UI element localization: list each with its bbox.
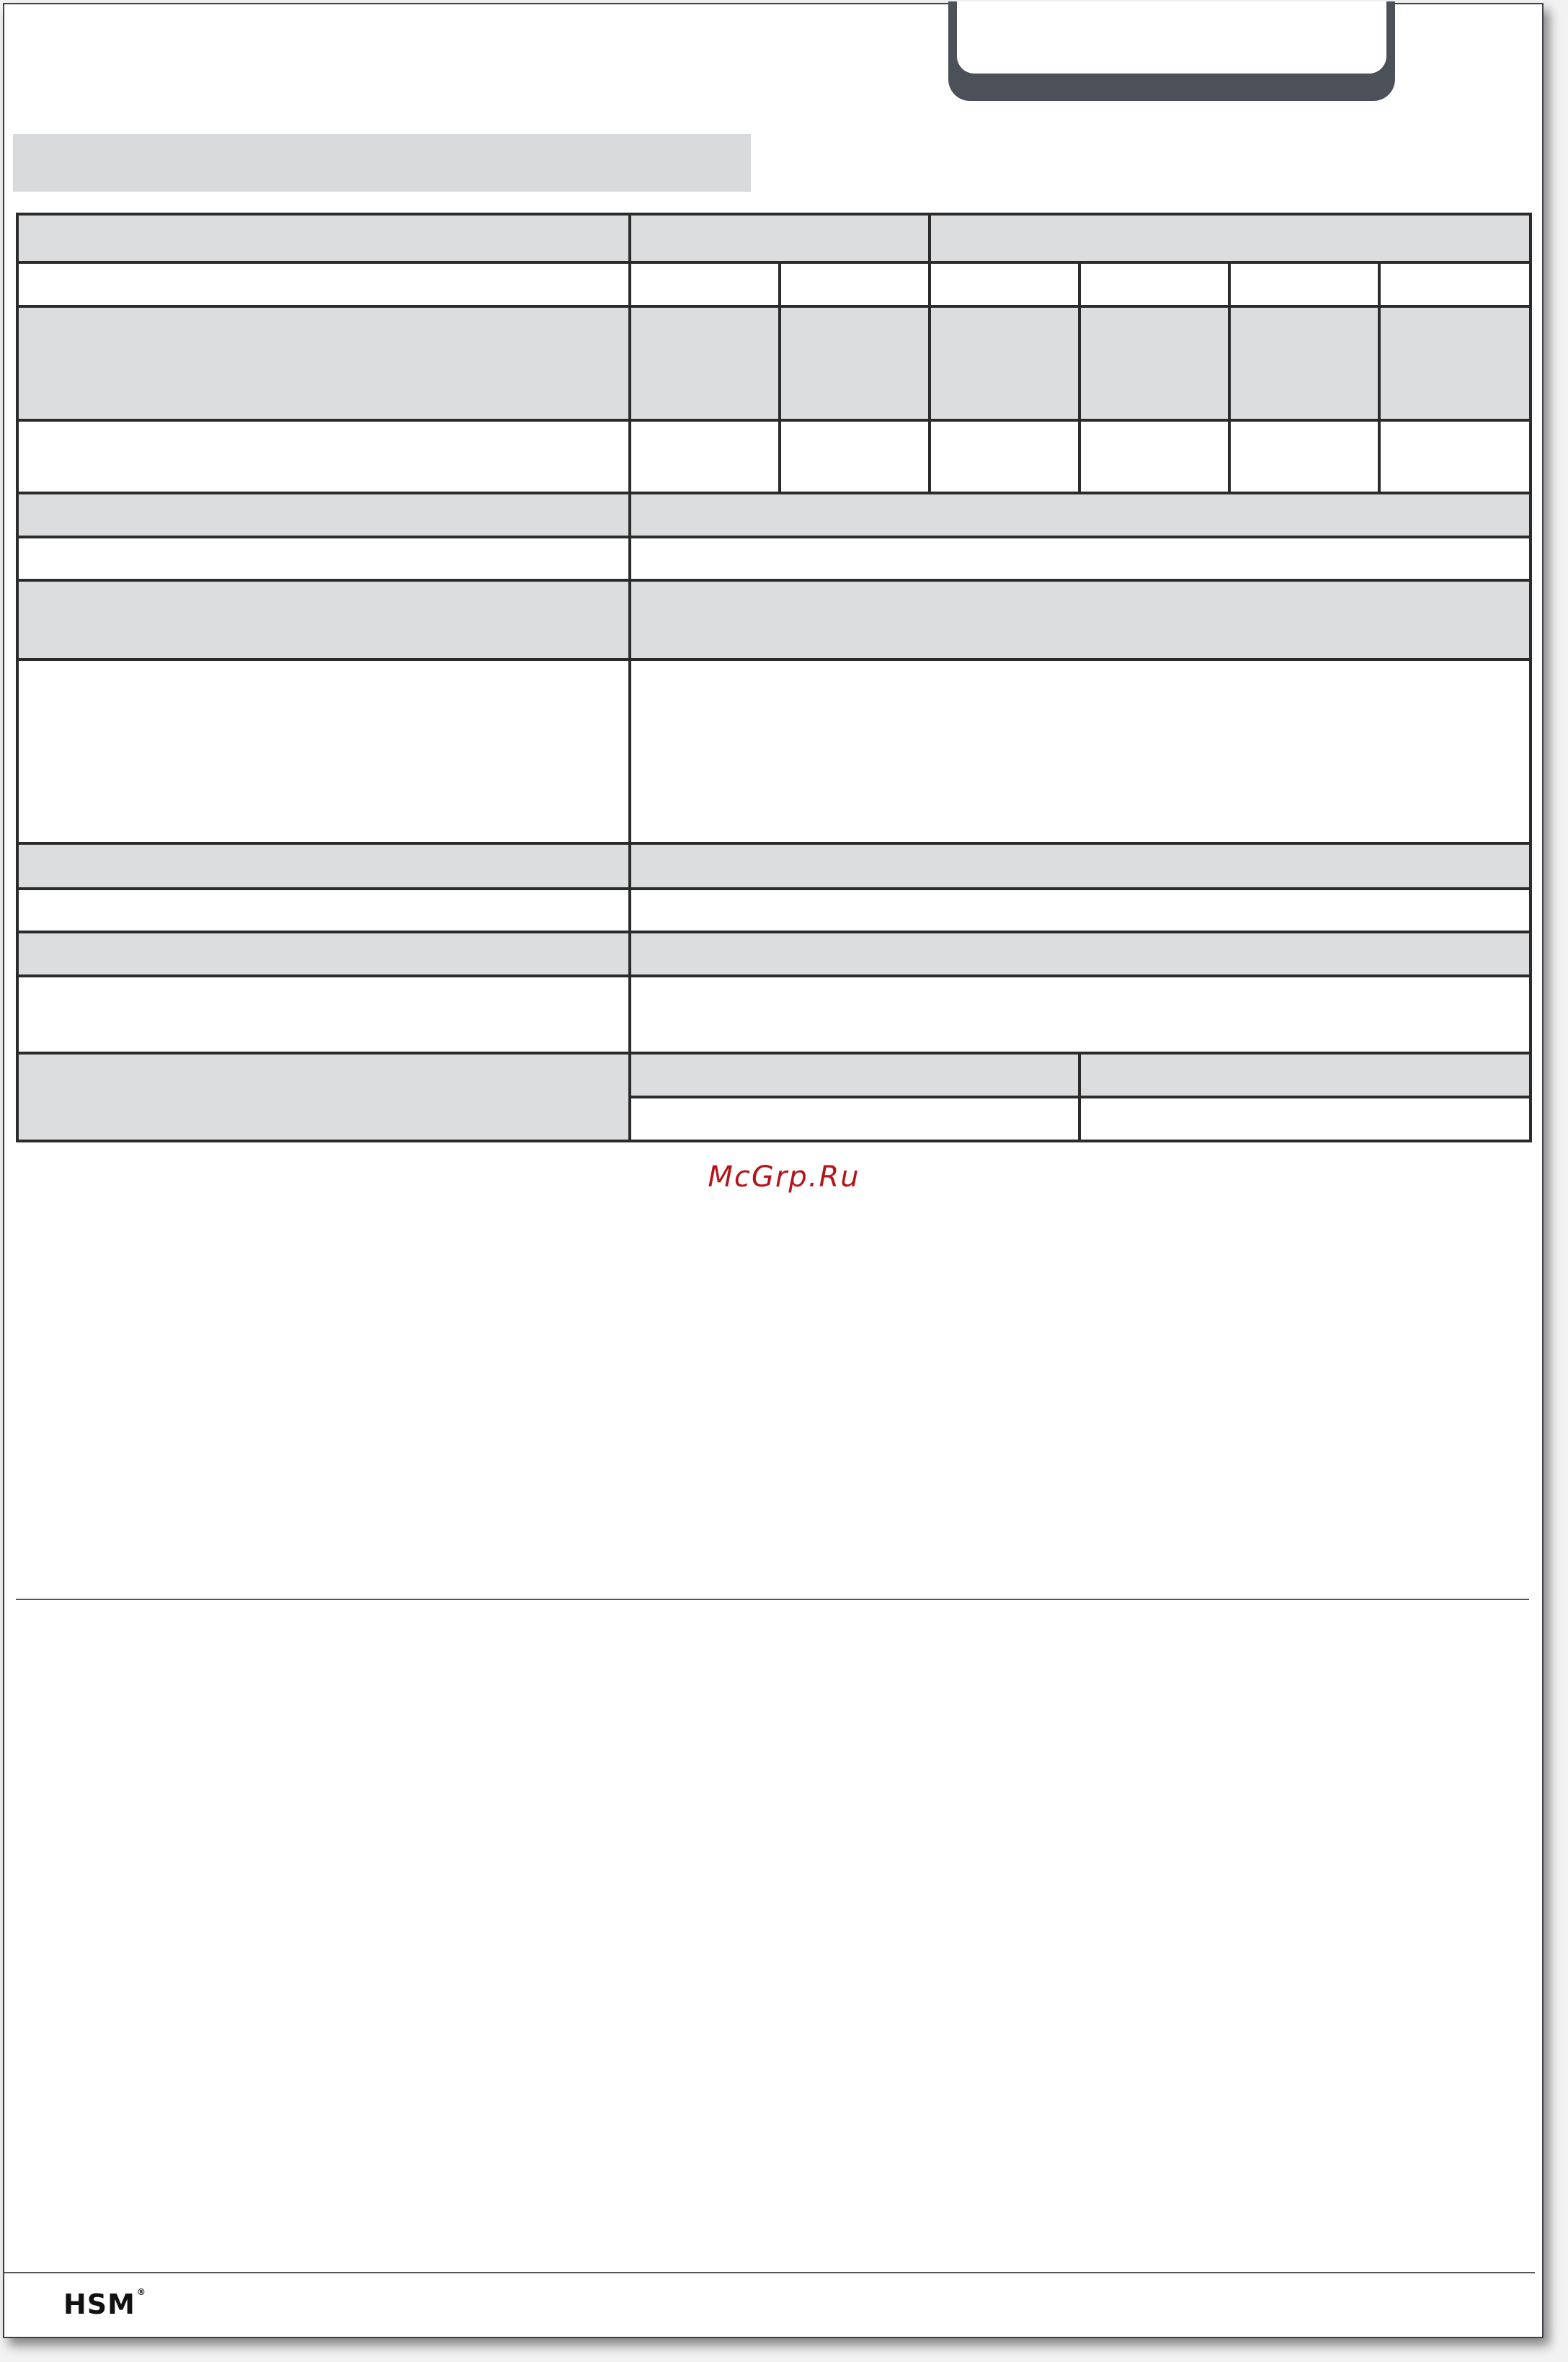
table-cell [630, 306, 780, 420]
table-cell [17, 932, 630, 976]
table-cell [17, 493, 630, 537]
table-cell [1229, 306, 1379, 420]
table-row [17, 1053, 1531, 1097]
table-cell [1079, 306, 1229, 420]
table-cell [630, 843, 1531, 889]
table-cell [930, 420, 1079, 493]
table-cell [630, 660, 1531, 843]
table-cell [630, 214, 930, 262]
table-cell [630, 420, 780, 493]
table-cell [630, 580, 1531, 659]
table-cell [630, 493, 1531, 537]
table-cell [630, 932, 1531, 976]
table-row [17, 889, 1531, 933]
table-cell [1379, 306, 1531, 420]
section-title-bar [13, 134, 751, 192]
table-cell [630, 889, 1531, 933]
watermark-text: McGrp.Ru [708, 1160, 860, 1194]
table-cell [630, 976, 1531, 1053]
table-cell [930, 262, 1079, 306]
registered-mark: ® [137, 2287, 146, 2297]
table-row [17, 976, 1531, 1053]
table-cell [1079, 420, 1229, 493]
table-cell [780, 306, 930, 420]
table-cell [17, 660, 630, 843]
table-cell [17, 306, 630, 420]
specification-table [16, 213, 1532, 1142]
table-cell [1379, 262, 1531, 306]
table-cell [1079, 262, 1229, 306]
table-row [17, 932, 1531, 976]
footer-divider [4, 2272, 1535, 2273]
table-row [17, 537, 1531, 581]
table-row [17, 493, 1531, 537]
table-cell [1229, 262, 1379, 306]
table-row [17, 420, 1531, 493]
table-cell [17, 214, 630, 262]
table-row [17, 262, 1531, 306]
table-cell [780, 420, 930, 493]
brand-logo [63, 2288, 146, 2320]
table-cell [630, 537, 1531, 581]
table-cell [17, 976, 630, 1053]
table-row [17, 660, 1531, 843]
table-cell [17, 889, 630, 933]
table-cell [630, 1097, 1079, 1141]
table-row [17, 843, 1531, 889]
logo-text: HSM [63, 2288, 135, 2320]
table-cell [930, 214, 1531, 262]
table-cell [17, 420, 630, 493]
page-tab-cutout [957, 1, 1386, 74]
table-cell [17, 1053, 630, 1141]
table-cell [1379, 420, 1531, 493]
table-row [17, 580, 1531, 659]
table-cell [17, 262, 630, 306]
table-cell [630, 262, 780, 306]
table-cell [17, 537, 630, 581]
table-cell [17, 843, 630, 889]
table-cell [930, 306, 1079, 420]
table-cell [780, 262, 930, 306]
table-cell [1079, 1053, 1531, 1097]
table-cell [1079, 1097, 1531, 1141]
horizontal-divider [16, 1599, 1529, 1600]
table-row [17, 214, 1531, 262]
table-cell [17, 580, 630, 659]
table-cell [630, 1053, 1079, 1097]
table-cell [1229, 420, 1379, 493]
table-row [17, 306, 1531, 420]
